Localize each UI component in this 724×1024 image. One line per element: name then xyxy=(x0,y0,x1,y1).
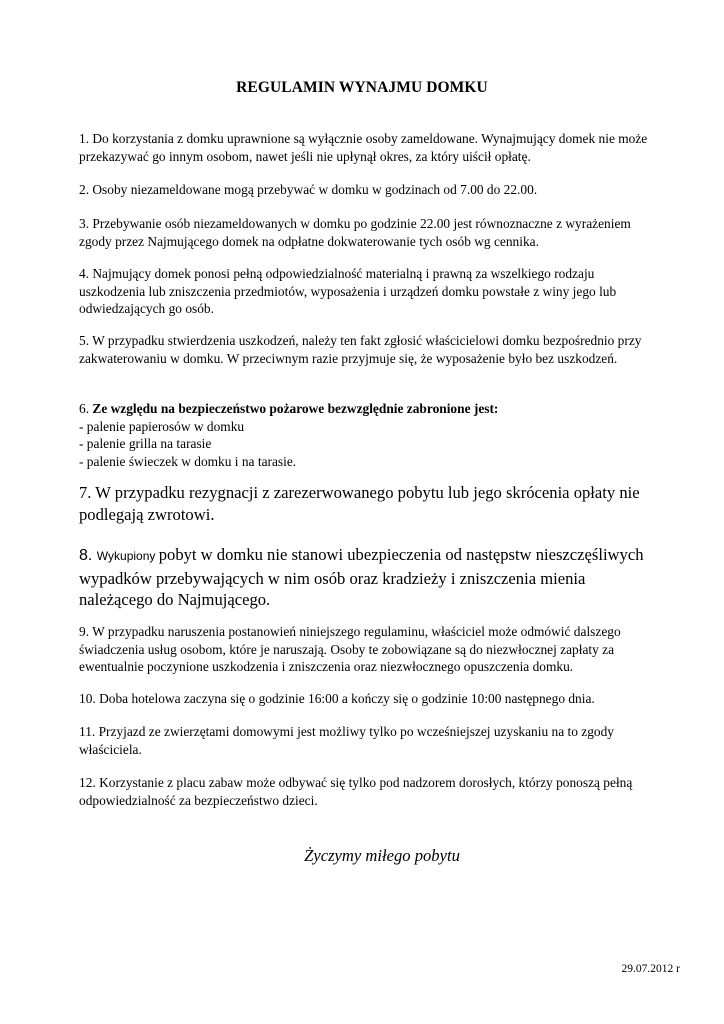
rule-6 xyxy=(79,400,659,470)
rule-7: 7. W przypadku rezygnacji z zarezerwowanego pobytu lub jego skrócenia opłaty nie podlegają zwrotowi. xyxy=(79,483,640,524)
rule-6-number: 6. xyxy=(79,401,93,416)
rule-5: 5. W przypadku stwierdzenia uszkodzeń, należy ten fakt zgłosić właścicielowi domku bezpośrednio przy zakwaterowaniu w domku. W przeciwnym razie przyjmuje się, że wyposażenie było bez uszkodzeń. xyxy=(79,333,642,366)
document-title: REGULAMIN WYNAJMU DOMKU xyxy=(236,79,488,96)
rule-1: 1. Do korzystania z domku uprawnione są wyłącznie osoby zameldowane. Wynajmujący domek nie może przekazywać go innym osobom, nawet jeśli nie upłynął okres, za który uiścił opłatę. xyxy=(79,131,648,164)
rule-6-item: - palenie papierosów w domku xyxy=(79,418,245,434)
rule-12: 12. Korzystanie z placu zabaw może odbywać się tylko pod nadzorem dorosłych, którzy ponoszą pełną odpowiedzialność za bezpieczeństwo dzieci. xyxy=(79,775,633,808)
rule-6-heading: Ze względu na bezpieczeństwo pożarowe bezwzględnie zabronione jest: xyxy=(92,401,499,416)
rule-8-word-2: pobyt xyxy=(158,545,197,564)
rule-8-number: 8. xyxy=(79,547,97,564)
document-date: 29.07.2012 r xyxy=(621,963,680,975)
rule-8 xyxy=(79,544,659,611)
rule-4: 4. Najmujący domek ponosi pełną odpowiedzialność materialną i prawną za wszelkiego rodzaju uszkodzenia lub zniszczenia przedmiotów, wyposażenia i urządzeń domku powstałe z winy jego lub odwiedzających go osób. xyxy=(79,266,617,316)
rule-6-item: - palenie grilla na tarasie xyxy=(79,436,212,451)
rule-11: 11. Przyjazd ze zwierzętami domowymi jest możliwy tylko po wcześniejszej uzyskaniu na to zgody właściciela. xyxy=(79,724,614,757)
rule-8-word: Wykupiony xyxy=(96,549,159,563)
rule-6-item: - palenie świeczek w domku i na tarasie. xyxy=(79,453,297,469)
rule-3: 3. Przebywanie osób niezameldowanych w domku po godzinie 22.00 jest równoznaczne z wyrażeniem zgody przez Najmującego domek na odpłatne dokwaterowanie tych osób wg cennika. xyxy=(79,216,631,249)
rule-8-text: w domku nie stanowi ubezpieczenia od następstw nieszczęśliwych wypadków przebywających w nim osób oraz kradzieży i zniszczenia mienia należącego do Najmującego. xyxy=(79,545,644,609)
closing-wish: Życzymy miłego pobytu xyxy=(304,846,460,865)
rule-10: 10. Doba hotelowa zaczyna się o godzinie 16:00 a kończy się o godzinie 10:00 następnego dnia. xyxy=(79,691,595,706)
rule-2: 2. Osoby niezameldowane mogą przebywać w domku w godzinach od 7.00 do 22.00. xyxy=(79,182,538,197)
rule-9: 9. W przypadku naruszenia postanowień niniejszego regulaminu, właściciel może odmówić dalszego świadczenia usług osobom, które je naruszają. Osoby te zobowiązane są do niezwłocznej zapłaty za ewentualnie poczynione uszkodzenia i zniszczenia oraz niezwłocznego opuszczenia domku. xyxy=(79,624,621,674)
